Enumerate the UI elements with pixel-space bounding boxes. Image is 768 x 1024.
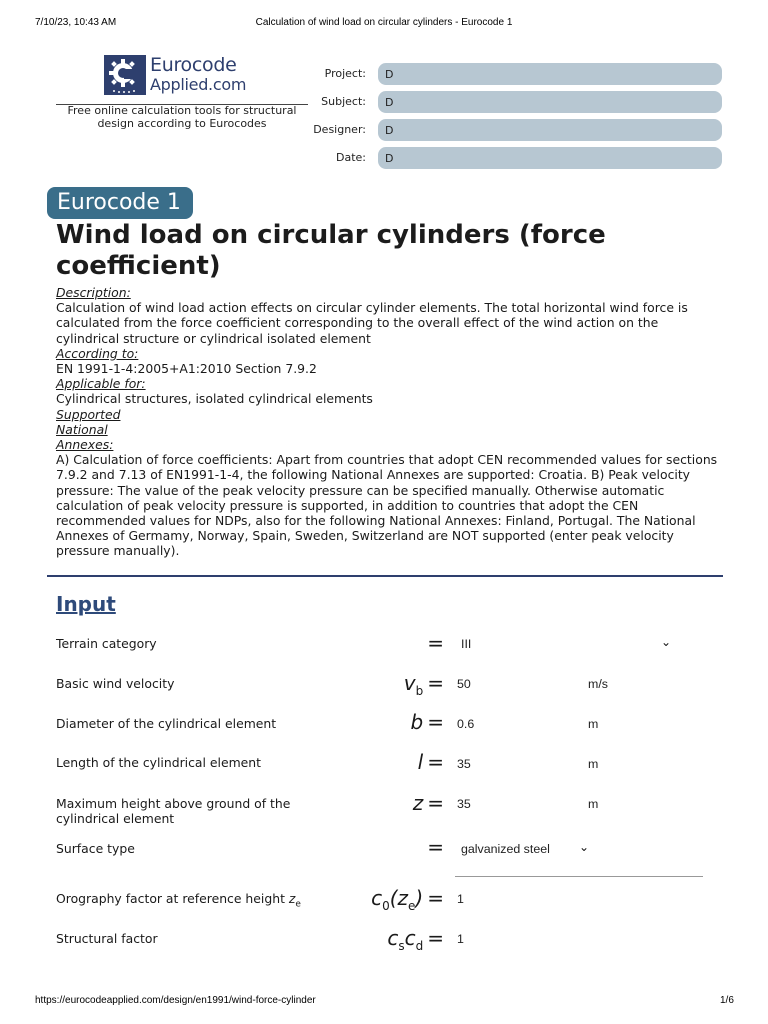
eurocode-badge: Eurocode 1 <box>47 187 193 219</box>
co-symbol: $c_0(z_e)$ = <box>371 886 444 913</box>
subject-label: Subject: <box>321 95 366 108</box>
z-symbol: z = <box>412 791 444 815</box>
annex-label: Supported National Annexes: <box>56 406 121 453</box>
surface-label: Surface type <box>56 841 135 856</box>
according-text: EN 1991-1-4:2005+A1:2010 Section 7.9.2 <box>56 361 317 377</box>
co-label: Orography factor at reference height $z_e$ <box>56 891 301 910</box>
annex-text: A) Calculation of force coefficients: Apart from countries that adopt CEN recommended values for sections 7.9.2 and 7.13 of EN1991-1-4, the following National Annexes are supported: Croatia. B) Peak velocity pressure: The value of the peak velocity pressure can be specified manually. Otherwise automatic calculation of peak velocity pressure is supported, in addition to countries that adopt the CEN recommended values for NDPs, also for the following National Annexes: Finland, Portugal. The National Annexes of Germamy, Norway, Spain, Sweden, Switzerland are NOT supported (enter peak velocity pressure manually). <box>56 452 718 559</box>
date-label: Date: <box>336 151 366 164</box>
tagline: Free online calculation tools for structural design according to Eurocodes <box>67 104 297 130</box>
subject-row <box>300 91 722 113</box>
description-block <box>56 285 724 559</box>
project-field[interactable]: D <box>378 63 722 85</box>
surface-select[interactable]: galvanized steel <box>461 842 550 856</box>
l-input[interactable]: 35 <box>457 757 471 771</box>
cscd-symbol: $c_sc_d$ = <box>387 926 444 953</box>
designer-field[interactable]: D <box>378 119 722 141</box>
surface-symbol: = <box>427 835 444 859</box>
description-text: Calculation of wind load action effects on circular cylinder elements. The total horizontal wind force is calculated from the force coefficient corresponding to the overall effect of the wind action on the cylindrical structure or cylindrical isolated element <box>56 300 688 346</box>
date-field[interactable]: D <box>378 147 722 169</box>
chevron-down-icon[interactable]: ⌄ <box>661 635 672 649</box>
z-input[interactable]: 35 <box>457 797 471 811</box>
b-symbol: b = <box>410 710 444 734</box>
logo[interactable] <box>104 55 274 97</box>
print-header <box>0 17 768 31</box>
input-divider <box>455 876 703 877</box>
logo-text-eurocode: Eurocode <box>150 54 237 76</box>
z-unit: m <box>588 797 599 811</box>
l-symbol: l = <box>417 750 444 774</box>
z-label-line1: Maximum height above ground of the <box>56 796 291 811</box>
chevron-down-icon[interactable]: ⌄ <box>579 840 590 854</box>
vb-input[interactable]: 50 <box>457 677 471 691</box>
co-input[interactable]: 1 <box>457 892 464 906</box>
z-label-line2: cylindrical element <box>56 811 175 826</box>
applicable-text: Cylindrical structures, isolated cylindrical elements <box>56 391 373 407</box>
input-heading: Input <box>56 592 116 616</box>
gear-logo-icon <box>104 55 146 95</box>
applicable-label: Applicable for: <box>56 376 146 392</box>
b-label: Diameter of the cylindrical element <box>56 716 277 731</box>
logo-text-applied: Applied.com <box>150 75 247 94</box>
l-label: Length of the cylindrical element <box>56 755 261 770</box>
vb-unit: m/s <box>588 677 608 691</box>
vb-symbol: $v_b$ = <box>403 671 444 698</box>
print-title: Calculation of wind load on circular cylinders - Eurocode 1 <box>255 17 513 28</box>
date-row <box>300 147 722 169</box>
page-title: Wind load on circular cylinders (force coefficient) <box>56 220 606 281</box>
vb-label: Basic wind velocity <box>56 676 175 691</box>
terrain-label: Terrain category <box>56 636 157 651</box>
footer-page-number: 1/6 <box>720 995 734 1006</box>
designer-label: Designer: <box>313 123 366 136</box>
print-datetime: 7/10/23, 10:43 AM <box>35 17 117 28</box>
section-divider <box>47 575 723 577</box>
b-unit: m <box>588 717 599 731</box>
b-input[interactable]: 0.6 <box>457 717 475 731</box>
according-label: According to: <box>56 345 139 361</box>
cscd-input[interactable]: 1 <box>457 932 464 946</box>
terrain-select[interactable]: III <box>461 637 472 651</box>
designer-row <box>300 119 722 141</box>
project-label: Project: <box>324 67 366 80</box>
description-label: Description: <box>56 285 131 300</box>
subject-field[interactable]: D <box>378 91 722 113</box>
l-unit: m <box>588 757 599 771</box>
terrain-symbol: = <box>427 631 444 655</box>
project-row <box>300 63 722 85</box>
footer-url: https://eurocodeapplied.com/design/en1991/wind-force-cylinder <box>35 995 316 1006</box>
cscd-label: Structural factor <box>56 931 158 946</box>
